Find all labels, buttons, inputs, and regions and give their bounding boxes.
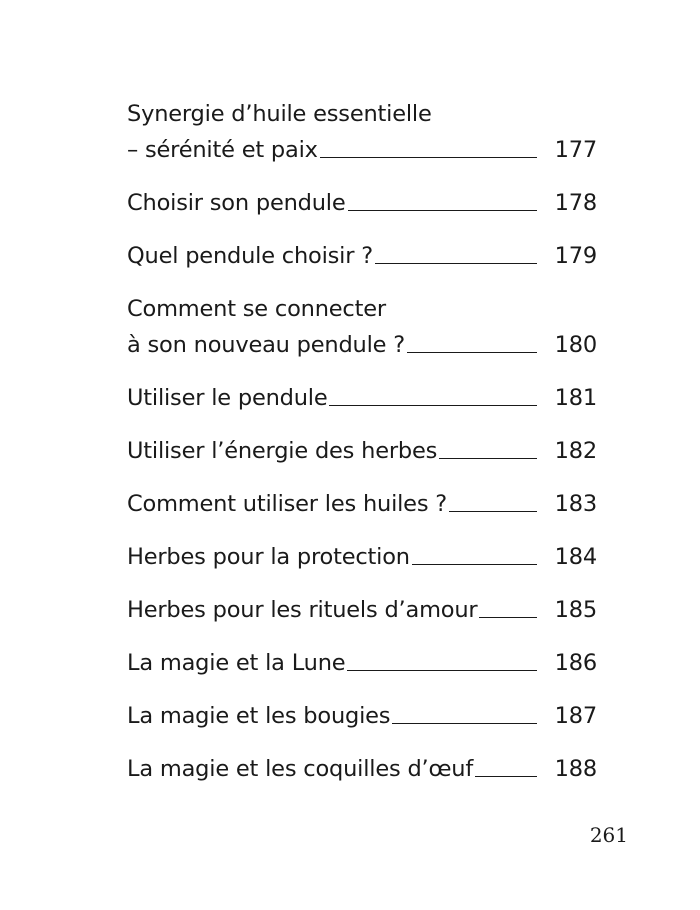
toc-entry: [127, 433, 597, 469]
toc-leader-line: [449, 511, 537, 512]
toc-entry-title: Quel pendule choisir ?: [127, 243, 373, 269]
toc-entry: [127, 645, 597, 681]
toc-entry-title-line1: Synergie d’huile essentielle: [127, 101, 432, 127]
toc-entry: [127, 539, 597, 575]
toc-page-number: 177: [554, 137, 597, 163]
toc-entry: [127, 380, 597, 416]
toc-entry-title: Herbes pour les rituels d’amour: [127, 597, 478, 623]
toc-entry: [127, 751, 597, 787]
toc-leader-line: [375, 263, 537, 264]
table-of-contents: [127, 96, 597, 804]
toc-entry: [127, 291, 597, 363]
toc-page-number: 178: [554, 190, 597, 216]
toc-entry-title: Herbes pour la protection: [127, 544, 410, 570]
toc-entry-title: La magie et les bougies: [127, 703, 391, 729]
toc-page-number: 184: [554, 544, 597, 570]
toc-entry-title: Utiliser le pendule: [127, 385, 328, 411]
toc-entry-title: La magie et la Lune: [127, 650, 346, 676]
toc-page-number: 181: [554, 385, 597, 411]
toc-entry-row: [127, 751, 597, 787]
toc-page-number: 182: [554, 438, 597, 464]
toc-entry: [127, 486, 597, 522]
toc-leader-line: [320, 157, 537, 158]
toc-leader-line: [439, 458, 537, 459]
toc-entry-row: [127, 698, 597, 734]
toc-leader-line: [392, 723, 537, 724]
toc-entry-title: – sérénité et paix: [127, 137, 318, 163]
toc-entry-title: Utiliser l’énergie des herbes: [127, 438, 438, 464]
toc-entry: [127, 185, 597, 221]
toc-entry-row: [127, 539, 597, 575]
toc-entry-title: Choisir son pendule: [127, 190, 346, 216]
toc-entry-title: La magie et les coquilles d’œuf: [127, 756, 474, 782]
toc-page-number: 179: [554, 243, 597, 269]
toc-page-number: 187: [554, 703, 597, 729]
toc-entry-row: [127, 327, 597, 363]
toc-leader-line: [407, 352, 537, 353]
toc-entry-title-line1: Comment se connecter: [127, 296, 386, 322]
toc-leader-line: [479, 617, 537, 618]
toc-entry-row: [127, 132, 597, 168]
toc-entry-row: [127, 380, 597, 416]
toc-page-number: 188: [554, 756, 597, 782]
toc-entry-row: [127, 486, 597, 522]
page-folio-number: 261: [589, 823, 628, 847]
toc-entry: [127, 238, 597, 274]
toc-page-number: 185: [554, 597, 597, 623]
toc-entry-row: [127, 185, 597, 221]
toc-entry: [127, 96, 597, 168]
toc-leader-line: [329, 405, 537, 406]
toc-entry-row: [127, 238, 597, 274]
toc-page-number: 183: [554, 491, 597, 517]
toc-page-number: 186: [554, 650, 597, 676]
toc-entry-row: [127, 592, 597, 628]
toc-entry-row: [127, 645, 597, 681]
toc-entry: [127, 592, 597, 628]
toc-entry-row: [127, 433, 597, 469]
toc-entry-title: Comment utiliser les huiles ?: [127, 491, 448, 517]
toc-entry: [127, 698, 597, 734]
toc-leader-line: [475, 776, 537, 777]
toc-leader-line: [347, 670, 537, 671]
toc-leader-line: [412, 564, 537, 565]
toc-page-number: 180: [554, 332, 597, 358]
toc-leader-line: [348, 210, 538, 211]
toc-entry-title: à son nouveau pendule ?: [127, 332, 406, 358]
